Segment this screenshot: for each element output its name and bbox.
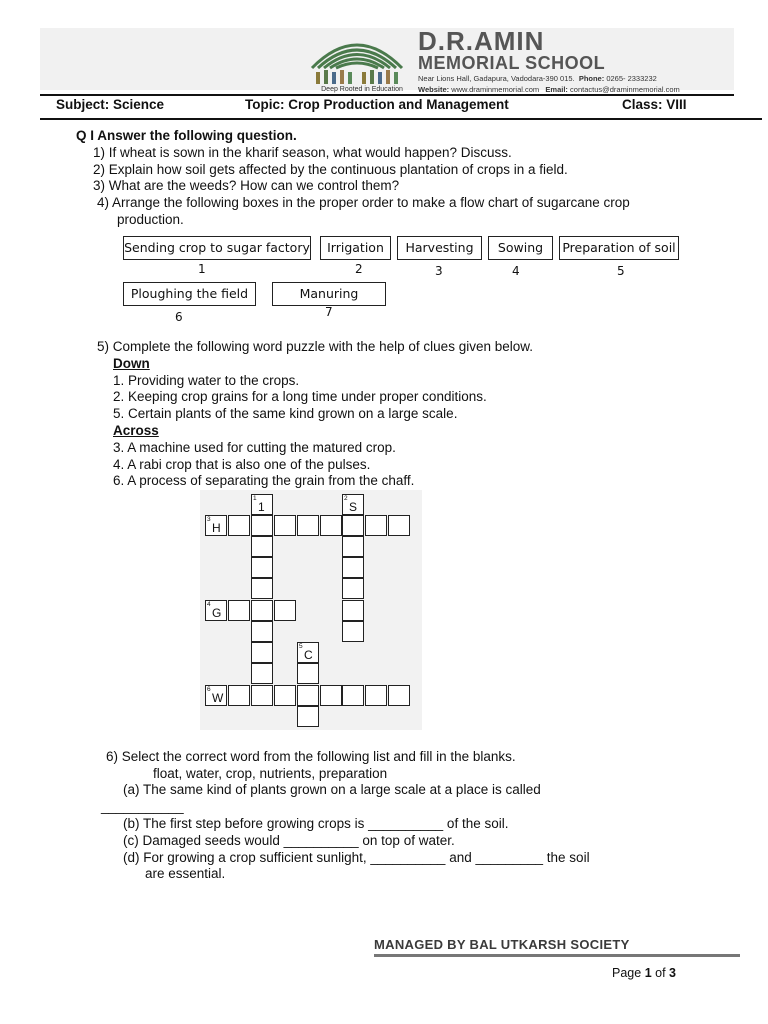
- crossword-cell[interactable]: [251, 494, 273, 515]
- cell-number: 3: [207, 516, 211, 523]
- crossword-cell[interactable]: [228, 600, 250, 621]
- managed-by-footer: MANAGED BY BAL UTKARSH SOCIETY: [374, 937, 630, 952]
- email-value: contactus@draminmemorial.com: [570, 85, 680, 94]
- crossword-cell[interactable]: [251, 621, 273, 642]
- blank-d-line1: (d) For growing a crop sufficient sunlight, __________ and _________ the soil: [123, 850, 590, 865]
- cell-letter: C: [304, 648, 313, 662]
- crossword-cell[interactable]: [342, 557, 364, 578]
- subject-label: Subject: Science: [56, 97, 165, 112]
- page-current: 1: [644, 966, 652, 980]
- crossword-cell[interactable]: [274, 600, 296, 621]
- crossword-cell[interactable]: [297, 642, 319, 663]
- crossword-cell[interactable]: [342, 515, 364, 536]
- crossword-cell[interactable]: [342, 685, 364, 706]
- crossword-cell[interactable]: [251, 642, 273, 663]
- logo-caption: Deep Rooted in Education: [321, 86, 403, 93]
- cell-letter: S: [349, 500, 358, 514]
- across-clue-6: 6. A process of separating the grain from the chaff.: [113, 473, 415, 488]
- flowchart-box-4: Sowing: [488, 236, 553, 260]
- crossword-cell[interactable]: [251, 685, 273, 706]
- down-clue-5: 5. Certain plants of the same kind grown on a large scale.: [113, 406, 458, 421]
- question-4-line2: production.: [117, 212, 184, 227]
- crossword-cell[interactable]: [342, 494, 364, 515]
- flowchart-box-5: Preparation of soil: [559, 236, 679, 260]
- crossword-cell[interactable]: [251, 557, 273, 578]
- school-logo: [304, 28, 410, 86]
- flowchart-num-5: 5: [617, 264, 625, 278]
- crossword-cell[interactable]: [388, 685, 410, 706]
- phone-value: 0265- 2333232: [606, 74, 657, 83]
- website-label: Website:: [418, 85, 450, 94]
- cell-letter: W: [212, 691, 224, 705]
- crossword-cell[interactable]: [205, 515, 227, 536]
- crossword-cell[interactable]: [342, 536, 364, 557]
- crossword-cell[interactable]: [205, 685, 227, 706]
- flowchart-num-4: 4: [512, 264, 520, 278]
- down-clue-1: 1. Providing water to the crops.: [113, 373, 300, 388]
- across-clue-4: 4. A rabi crop that is also one of the pulses.: [113, 457, 371, 472]
- crossword-cell[interactable]: [251, 663, 273, 684]
- crossword-cell[interactable]: [251, 578, 273, 599]
- cell-letter: 1: [258, 500, 265, 514]
- crossword-cell[interactable]: [297, 663, 319, 684]
- question-6: 6) Select the correct word from the following list and fill in the blanks.: [106, 749, 516, 764]
- flowchart-box-2: Irrigation: [320, 236, 391, 260]
- crossword-cell[interactable]: [251, 515, 273, 536]
- crossword-cell[interactable]: [320, 685, 342, 706]
- cell-number: 4: [207, 601, 211, 608]
- question-3: 3) What are the weeds? How can we control them?: [93, 178, 400, 193]
- cell-number: 6: [207, 686, 211, 693]
- flowchart-num-3: 3: [435, 264, 443, 278]
- school-address-line: [418, 74, 657, 83]
- flowchart-box-1: Sending crop to sugar factory: [123, 236, 311, 260]
- address-text: Near Lions Hall, Gadapura, Vadodara-390 015.: [418, 74, 575, 83]
- crossword-cell[interactable]: [274, 515, 296, 536]
- page-prefix: Page: [612, 966, 642, 980]
- flowchart-box-6: Ploughing the field: [123, 282, 256, 306]
- flowchart-num-2: 2: [355, 262, 363, 276]
- crossword-cell[interactable]: [251, 536, 273, 557]
- blank-a-line1: (a) The same kind of plants grown on a large scale at a place is called: [123, 782, 541, 797]
- cell-number: 5: [299, 643, 303, 650]
- crossword-cell[interactable]: [297, 515, 319, 536]
- question-1: 1) If wheat is sown in the kharif season, what would happen? Discuss.: [93, 145, 512, 160]
- blank-d-line2: are essential.: [145, 866, 226, 881]
- flowchart-num-1: 1: [198, 262, 206, 276]
- class-label: Class: VIII: [622, 97, 687, 112]
- crossword-cell[interactable]: [228, 685, 250, 706]
- flowchart-num-7: 7: [325, 305, 333, 319]
- cell-letter: G: [212, 606, 222, 620]
- crossword-cell[interactable]: [251, 600, 273, 621]
- word-list: float, water, crop, nutrients, preparation: [153, 766, 388, 781]
- cell-number: 2: [344, 495, 348, 502]
- down-clue-2: 2. Keeping crop grains for a long time under proper conditions.: [113, 389, 487, 404]
- phone-label: Phone:: [578, 74, 605, 83]
- crossword-cell[interactable]: [297, 706, 319, 727]
- crossword-cell[interactable]: [342, 600, 364, 621]
- footer-divider: [374, 954, 740, 957]
- crossword-cell[interactable]: [342, 578, 364, 599]
- email-label: Email:: [545, 85, 568, 94]
- crossword-cell[interactable]: [365, 515, 387, 536]
- flowchart-box-7: Manuring: [272, 282, 386, 306]
- topic-label: Topic: Crop Production and Management: [245, 97, 509, 112]
- blank-b: (b) The first step before growing crops is __________ of the soil.: [123, 816, 509, 831]
- crossword-cell[interactable]: [365, 685, 387, 706]
- blank-a-answer-line: ___________: [101, 799, 184, 814]
- website-value: www.draminmemorial.com: [451, 85, 540, 94]
- question-5: 5) Complete the following word puzzle with the help of clues given below.: [97, 339, 533, 354]
- crossword-cell[interactable]: [342, 621, 364, 642]
- flowchart-box-3: Harvesting: [397, 236, 482, 260]
- header-divider-bottom: [40, 118, 762, 120]
- page-number: [612, 966, 676, 980]
- page-of: of: [655, 966, 666, 980]
- cell-number: 1: [253, 495, 257, 502]
- crossword-cell[interactable]: [388, 515, 410, 536]
- down-heading: Down: [113, 356, 150, 371]
- flowchart-num-6: 6: [175, 310, 183, 324]
- header-divider-top: [40, 94, 734, 96]
- crossword-cell[interactable]: [320, 515, 342, 536]
- question-4-line1: 4) Arrange the following boxes in the proper order to make a flow chart of sugarcane crop: [97, 195, 630, 210]
- crossword-cell[interactable]: [297, 685, 319, 706]
- crossword-cell[interactable]: [205, 600, 227, 621]
- crossword-cell[interactable]: [228, 515, 250, 536]
- question-2: 2) Explain how soil gets affected by the continuous plantation of crops in a field.: [93, 162, 568, 177]
- across-heading: Across: [113, 423, 159, 438]
- crossword-cell[interactable]: [274, 685, 296, 706]
- school-name-line1: D.R.AMIN: [418, 26, 545, 56]
- school-name-line2: MEMORIAL SCHOOL: [418, 53, 606, 73]
- school-web-line: [418, 85, 680, 94]
- section-title: Q I Answer the following question.: [76, 128, 297, 143]
- blank-c: (c) Damaged seeds would __________ on top of water.: [123, 833, 455, 848]
- across-clue-3: 3. A machine used for cutting the matured crop.: [113, 440, 396, 455]
- page-total: 3: [669, 966, 676, 980]
- cell-letter: H: [212, 521, 221, 535]
